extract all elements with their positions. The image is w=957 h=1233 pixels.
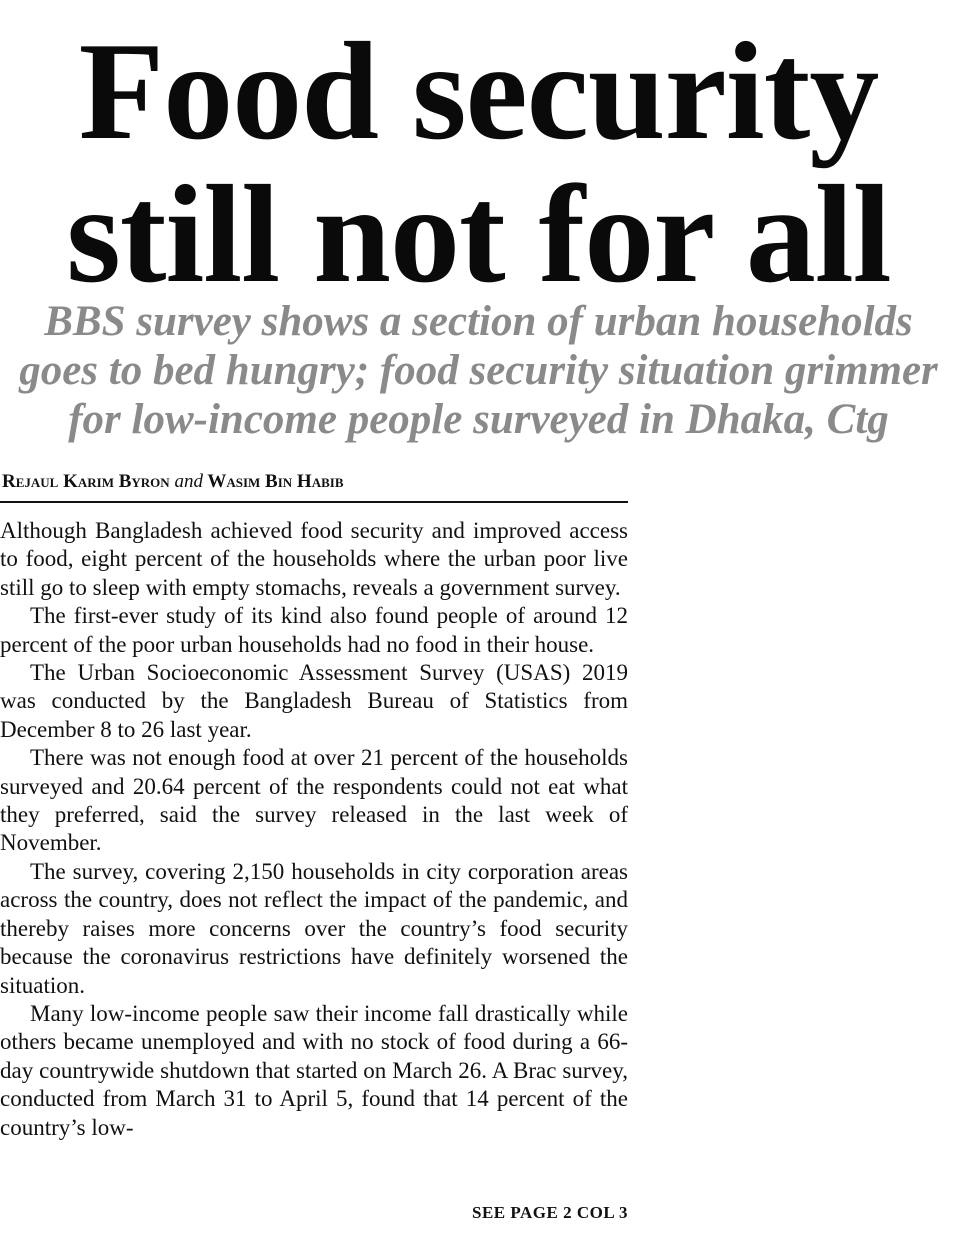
article-paragraph-5: The survey, covering 2,150 households in city corporation areas across the country, does not reflect the impact of the pandemic, and thereby raises more concerns over the country’s food security because the coronavirus restrictions have definitely worsened the situation. [0, 858, 628, 998]
byline-divider [0, 501, 628, 503]
continued-jump-line[interactable]: SEE PAGE 2 COL 3 [472, 1203, 628, 1222]
deck-line-1: BBS survey shows a section of urban households [44, 298, 913, 345]
byline-connector: and [174, 471, 203, 492]
deck-line-3: for low-income people surveyed in Dhaka, Ctg [68, 396, 889, 443]
article-paragraph-3: The Urban Socioeconomic Assessment Survey (USAS) 2019 was conducted by the Bangladesh Bureau of Statistics from December 8 to 26 last year. [0, 660, 628, 742]
article-paragraph-4: There was not enough food at over 21 percent of the households surveyed and 20.64 percent of the respondents could not eat what they preferred, said the survey released in the last week of November. [0, 745, 628, 856]
deck-line-2: goes to bed hungry; food security situation grimmer [19, 347, 938, 394]
byline [2, 469, 628, 495]
article-paragraph-2: The first-ever study of its kind also found people of around 12 percent of the poor urban households had no food in their house. [0, 603, 628, 657]
article-body [0, 517, 628, 1142]
article-paragraph-1: Although Bangladesh achieved food security and improved access to food, eight percent of the households where the urban poor live still go to sleep with empty stomachs, reveals a government survey. [0, 518, 628, 600]
headline-line-2: still not for all [66, 157, 891, 312]
byline-author-2: Wasim Bin Habib [207, 471, 344, 492]
byline-author-1: Rejaul Karim Byron [2, 471, 170, 492]
article-paragraph-6: Many low-income people saw their income fall drastically while others became unemployed and with no stock of food during a 66-day countrywide shutdown that started on March 26. A Brac survey, conducted from March 31 to April 5, found that 14 percent of the country’s low- [0, 1000, 628, 1140]
headline-line-1: Food security [78, 14, 879, 169]
